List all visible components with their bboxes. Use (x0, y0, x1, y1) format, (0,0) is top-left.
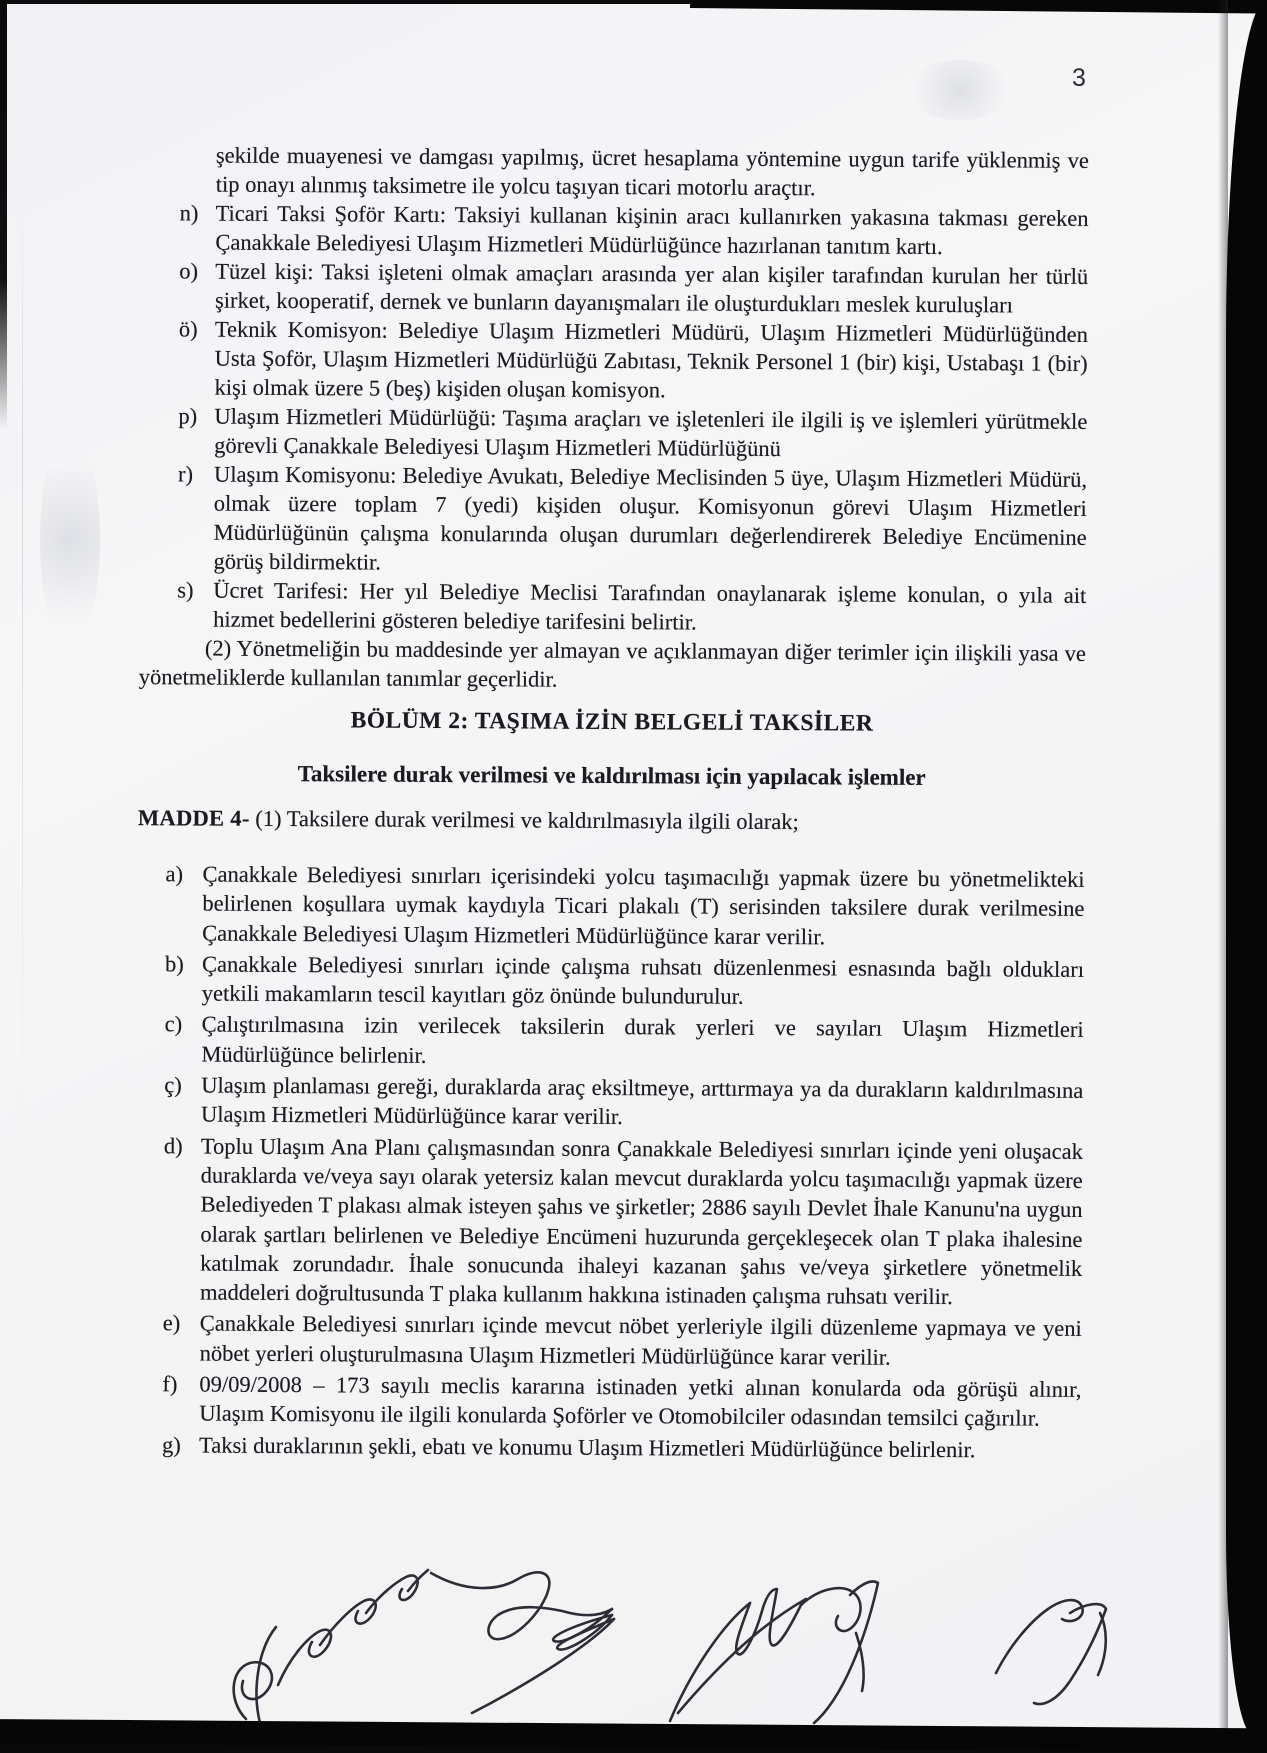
signature-block (150, 1553, 1150, 1731)
list-item-d (135, 1131, 1083, 1313)
definition-text: Ücret Tarifesi: Her yıl Belediye Meclisi Tarafından onaylanarak işleme konulan, o yıla ait hizmet bedellerini gösteren belediye tarifesini belirtir. (213, 577, 1087, 635)
scan-edge-right (1226, 0, 1267, 1735)
document-body (134, 0, 1090, 1467)
madde-4-paragraph (138, 803, 1085, 838)
scan-smudge (40, 430, 100, 650)
definition-marker: o) (179, 258, 199, 284)
definition-marker: s) (177, 577, 194, 603)
madde-4-items (134, 859, 1085, 1465)
definition-item-o (141, 256, 1088, 320)
definition-marker: p) (178, 403, 198, 429)
section-heading: BÖLÜM 2: TAŞIMA İZİN BELGELİ TAKSİLER (350, 707, 874, 737)
definition-item-s (139, 575, 1086, 639)
signature-1-image (234, 1570, 428, 1723)
list-item-e (135, 1309, 1082, 1373)
definition-item-r (139, 459, 1087, 581)
list-item-marker: g) (162, 1431, 181, 1458)
list-item-b (137, 949, 1084, 1013)
definition-marker: ö) (178, 316, 198, 342)
list-item-marker: a) (165, 861, 184, 887)
list-item-text: Taksi duraklarının şekli, ebatı ve konumu Ulaşım Hizmetleri Müdürlüğünce belirlenir. (199, 1432, 976, 1462)
list-item-marker: e) (162, 1310, 181, 1336)
madde-4-label: MADDE 4- (137, 805, 250, 831)
list-item-marker: c) (164, 1011, 183, 1037)
list-item-cc (136, 1070, 1083, 1134)
list-item-g (134, 1430, 1081, 1465)
list-item-a (137, 859, 1085, 953)
list-item-text: Ulaşım planlaması gereği, duraklarda araç eksiltmeye, arttırmaya ya da durakların kaldırılmasına Ulaşım Hizmetleri Müdürlüğünce karar verilir. (201, 1072, 1084, 1130)
list-item-text: Çanakkale Belediyesi sınırları içerisindeki yolcu taşımacılığı yapmak üzere bu yönetmelikteki belirlenen koşullara uymak kaydıyla Ticari plakalı (T) serisinden taksilere durak verilmesine Çanakkale Belediyesi Ulaşım Hizmetleri Müdürlüğünce karar verilir. (202, 861, 1085, 949)
definition-text: Tüzel kişi: Taksi işleteni olmak amaçları arasında yer alan kişiler tarafından kurulan her türlü şirket, kooperatif, dernek ve bunların dayanışmaları ile oluşturdukları meslek kuruluşları (215, 258, 1089, 318)
list-item-text: Çanakkale Belediyesi sınırları içinde çalışma ruhsatı düzenlenmesi esnasında bağlı oldukları yetkili makamların tescil kayıtları göz önünde bulundurulur. (201, 951, 1085, 1009)
signature-2-image (431, 1572, 614, 1713)
definition-item-oe (140, 314, 1088, 407)
list-item-marker: b) (164, 951, 184, 977)
list-item-text: Çanakkale Belediyesi sınırları içinde mevcut nöbet yerleriyle ilgili düzenleme yapmaya ve yeni nöbet yerleri oluşturulmasına Ulaşım Hizmetleri Müdürlüğünce karar verilir. (199, 1310, 1082, 1370)
page-number: 3 (1072, 64, 1086, 92)
list-item-c (136, 1010, 1083, 1074)
definition-text: Ulaşım Hizmetleri Müdürlüğü: Taşıma araçları ve işletenleri ile ilgili iş ve işlemleri yürütmekle görevli Çanakkale Belediyesi Ulaşım Hizmetleri Müdürlüğünü (214, 403, 1088, 462)
list-item-marker: d) (163, 1132, 183, 1159)
list-item-text: Toplu Ulaşım Ana Planı çalışmasından sonra Çanakkale Belediyesi sınırları içinde yeni oluşacak duraklarda ve/veya sayı olarak yetersiz kalan mevcut duraklarda yolcu taşımacılığı yapmak üzere Belediyeden T plakası almak isteyen şahıs ve şirketler; 2886 sayılı Devlet İhale Kanunu'na uygun olarak şartları belirlenen ve Belediye Encümeni huzurunda gerçekleşecek olan T plaka ihalesine katılmak zorundadır. İhale sonucunda ihaleyi kazanan şahıs ve/veya şirketlere yönetmelik maddeleri doğrultusunda T plaka kullanım hakkına istinaden çalışma ruhsatı verilir. (199, 1133, 1083, 1310)
definition-text: Teknik Komisyon: Belediye Ulaşım Hizmetleri Müdürü, Ulaşım Hizmetleri Müdürlüğünden Usta Şoför, Ulaşım Hizmetleri Müdürlüğü Zabıtası, Teknik Personel 1 (bir) kişi, Ustabaşı 1 (bir) kişi olmak üzere 5 (beş) kişiden oluşan komisyon. (214, 316, 1088, 403)
definition-text: Ulaşım Komisyonu: Belediye Avukatı, Belediye Meclisinden 5 üye, Ulaşım Hizmetleri Müdürü, olmak üzere toplam 7 (yedi) kişiden oluşur. Komisyonun görevi Ulaşım Hizmetleri Müdürlüğünün çalışma konularında oluşan durumları değerlendirerek Belediye Encümenine görüş bildirmektir. (213, 461, 1088, 575)
list-item-text: Çalıştırılmasına izin verilecek taksilerin durak yerleri ve sayıları Ulaşım Hizmetleri Müdürlüğünce belirlenir. (201, 1011, 1084, 1068)
list-item-text: 09/09/2008 – 173 sayılı meclis kararına istinaden yetki alınan konularda oda görüşü alınır, Ulaşım Komisyonu ile ilgili konularda Şoförler ve Otomobilciler odasından temsilci çağırılır. (199, 1371, 1082, 1431)
list-item-f (134, 1369, 1081, 1433)
definition-marker: n) (179, 200, 199, 226)
signature-3-image (670, 1582, 878, 1724)
scan-crease-line (22, 180, 23, 1130)
definition-marker: r) (177, 461, 194, 487)
madde-4-intro: (1) Taksilere durak verilmesi ve kaldırılmasıyla ilgili olarak; (249, 805, 799, 835)
section-subheading: Taksilere durak verilmesi ve kaldırılması için yapılacak işlemler (297, 761, 926, 790)
definition-item-p (140, 401, 1087, 465)
scan-edge-left (0, 0, 7, 430)
list-item-marker: ç) (164, 1072, 182, 1098)
signature-4-image (996, 1600, 1106, 1704)
definition-item-n (141, 198, 1088, 262)
list-item-marker: f) (162, 1371, 178, 1397)
continuation-paragraph: şekilde muayenesi ve damgası yapılmış, ücret hesaplama yöntemine uygun tarife yüklenmiş ve tip onayı alınmış taksimetre ile yolcu taşıyan ticari motorlu araçtır. (215, 142, 1090, 201)
definitions-list (139, 198, 1089, 639)
definition-text: Ticari Taksi Şoför Kartı: Taksiyi kullanan kişinin aracı kullanırken yakasına takması gereken Çanakkale Belediyesi Ulaşım Hizmetleri Müdürlüğünce hazırlanan tanıtım kartı. (215, 200, 1089, 260)
closing-paragraph: (2) Yönetmeliğin bu maddesinde yer almayan ve açıklanmayan diğer terimler için ilişkili yasa ve yönetmeliklerde kullanılan tanımlar geçerlidir. (138, 635, 1087, 692)
